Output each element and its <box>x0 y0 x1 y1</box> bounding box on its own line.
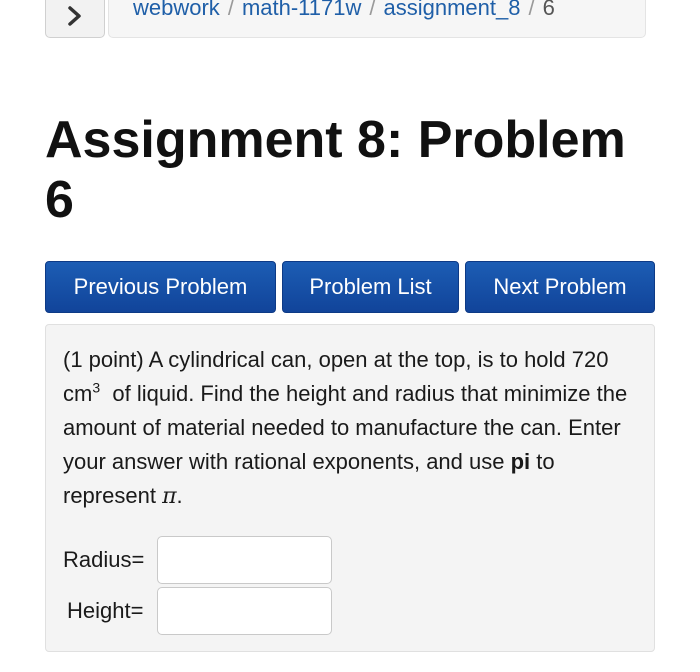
height-label: Height= <box>67 598 144 623</box>
problem-pi-keyword: pi <box>510 449 531 474</box>
problem-points: (1 point) <box>63 347 144 372</box>
breadcrumb <box>108 0 646 38</box>
breadcrumb-assignment[interactable]: assignment_8 <box>383 0 521 20</box>
problem-nav-buttons <box>45 261 655 313</box>
problem-text-part3: to represent <box>63 449 555 508</box>
problem-text-part1: A cylindrical can, open at the top, is to hold <box>148 347 566 372</box>
problem-panel <box>45 324 655 652</box>
problem-volume: 720 <box>571 347 609 372</box>
breadcrumb-current: 6 <box>542 0 555 20</box>
problem-volume-unit: cm <box>63 381 93 406</box>
pi-symbol: π <box>162 484 177 509</box>
problem-text-part2: of liquid. Find the height and radius that minimize the amount of material needed to manufacture the can. Enter your answer with rational exponents, and use <box>63 381 628 474</box>
next-problem-button[interactable]: Next Problem <box>465 261 655 313</box>
previous-problem-button[interactable]: Previous Problem <box>45 261 276 313</box>
radius-input[interactable] <box>157 536 332 584</box>
top-bar <box>0 0 700 40</box>
breadcrumb-webwork[interactable]: webwork <box>133 0 220 20</box>
breadcrumb-separator: / <box>227 0 234 20</box>
nav-toggle-button[interactable] <box>45 0 105 38</box>
breadcrumb-separator: / <box>369 0 376 20</box>
radius-label: Radius= <box>63 547 145 572</box>
problem-statement <box>63 343 641 514</box>
problem-list-button[interactable]: Problem List <box>282 261 459 313</box>
height-input[interactable] <box>157 587 332 635</box>
breadcrumb-separator: / <box>528 0 535 20</box>
chevron-right-icon <box>67 6 83 26</box>
problem-volume-exponent: 3 <box>92 379 101 396</box>
problem-end-punct: . <box>176 483 183 508</box>
breadcrumb-course[interactable]: math-1171w <box>241 0 362 20</box>
page-title: Assignment 8: Problem 6 <box>45 111 626 229</box>
